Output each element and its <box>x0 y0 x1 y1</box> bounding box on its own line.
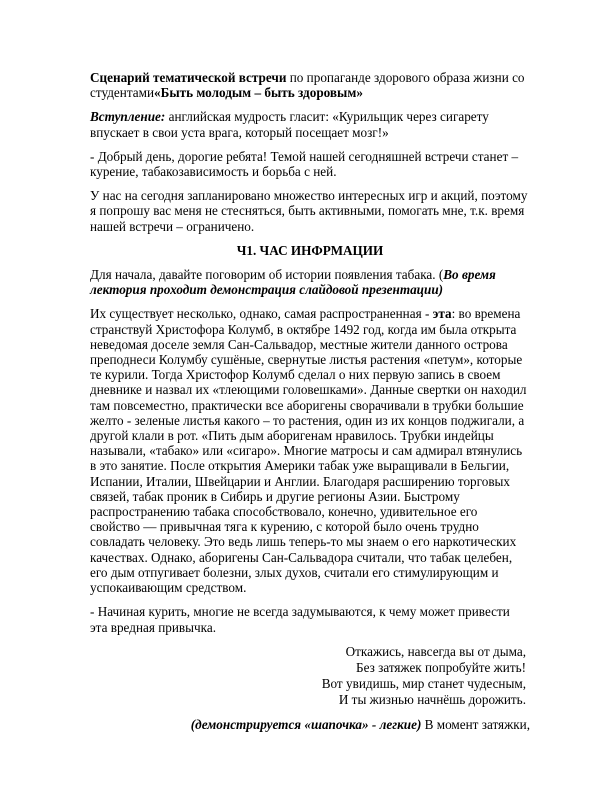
poem-line: Без затяжек попробуйте жить! <box>356 659 526 675</box>
versions-bold: эта <box>432 306 452 322</box>
poem <box>90 644 530 708</box>
last-text: В момент затяжки, <box>421 716 530 732</box>
title-slogan: «Быть молодым – быть здоровым» <box>154 85 363 101</box>
intro-paragraph <box>90 109 530 139</box>
last-note: (демонстрируется «шапочка» - легкие) <box>190 716 422 732</box>
habit-paragraph: - Начиная курить, многие не всегда задумываются, к чему может привести эта вредная привычка. <box>90 604 510 635</box>
versions-paragraph <box>90 306 530 595</box>
history-text: Для начала, давайте поговорим об истории появления табака. ( <box>90 267 444 283</box>
poem-line: И ты жизнью начнёшь дорожить. <box>338 691 526 707</box>
title-bold: Сценарий тематической встречи <box>90 70 287 85</box>
plan-paragraph: У нас на сегодня запланировано множество интересных игр и акций, поэтому я попрошу вас меня не стесняться, быть активными, помогать мне, т.к. время нашей встречи – ограничено. <box>90 188 528 234</box>
versions-start: Их существует несколько, однако, самая распространенная - <box>90 306 433 322</box>
last-line <box>90 717 530 732</box>
history-note: Во время лектория проходит демонстрация слайдовой презентации) <box>90 267 496 298</box>
poem-line: Откажись, навсегда вы от дыма, <box>345 643 526 659</box>
poem-line: Вот увидишь, мир станет чудесным, <box>321 675 526 691</box>
intro-label: Вступление: <box>90 109 166 125</box>
title-rest: по пропаганде здорового образа жизни со студентами <box>90 70 525 101</box>
greeting-paragraph: - Добрый день, дорогие ребята! Темой нашей сегодняшней встречи станет – курение, табакозависимость и борьба с ней. <box>90 148 519 180</box>
document-title <box>90 70 530 100</box>
history-paragraph <box>90 267 530 297</box>
section-heading: Ч1. ЧАС ИНФРМАЦИИ <box>236 242 384 258</box>
document-page <box>90 70 530 741</box>
versions-end: : во времена странствуй Христофора Колумб, в октябре 1492 год, когда им была открыта неведомая доселе земля Сан-Сальвадор, местные жители данного острова преподнеси Колумбу сушёные, свернутые листья растения «петум», которые те курили. Тогда Христофор Колумб сделал о них первую запись в своем дневнике и назвал их «тлеющими головешками». Данные свертки он находил там повсеместно, практически все аборигены сворачивали в трубки большие желто - зеленые листья какого – то растения, один из их концов поджигали, а другой клали в рот. «Пить дым аборигенам нравилось. Трубки индейцы называли, «табако» или «сигаро». Многие матросы и сам адмирал втянулись в это занятие. После открытия Америки табак уже выращивали в Бельгии, Испании, Италии, Швейцарии и Англии. Благодаря расширению торговых связей, табак проник в Сибирь и другие регионы Азии. Быстрому распространению табака способствовало, конечно, удивительное его свойство — привычная тяга к курению, с которой было очень трудно совладать человеку. Это ведь лишь теперь-то мы знаем о его наркотических качествах. Однако, аборигены Сан-Сальвадора считали, что табак целебен, его дым отпугивает болезни, злых духов, считали его стимулирующим и успокаивающим средством. <box>90 306 527 596</box>
intro-text: английская мудрость гласит: «Курильщик через сигарету впускает в свои уста врага, который посещает мозг!» <box>90 109 489 140</box>
